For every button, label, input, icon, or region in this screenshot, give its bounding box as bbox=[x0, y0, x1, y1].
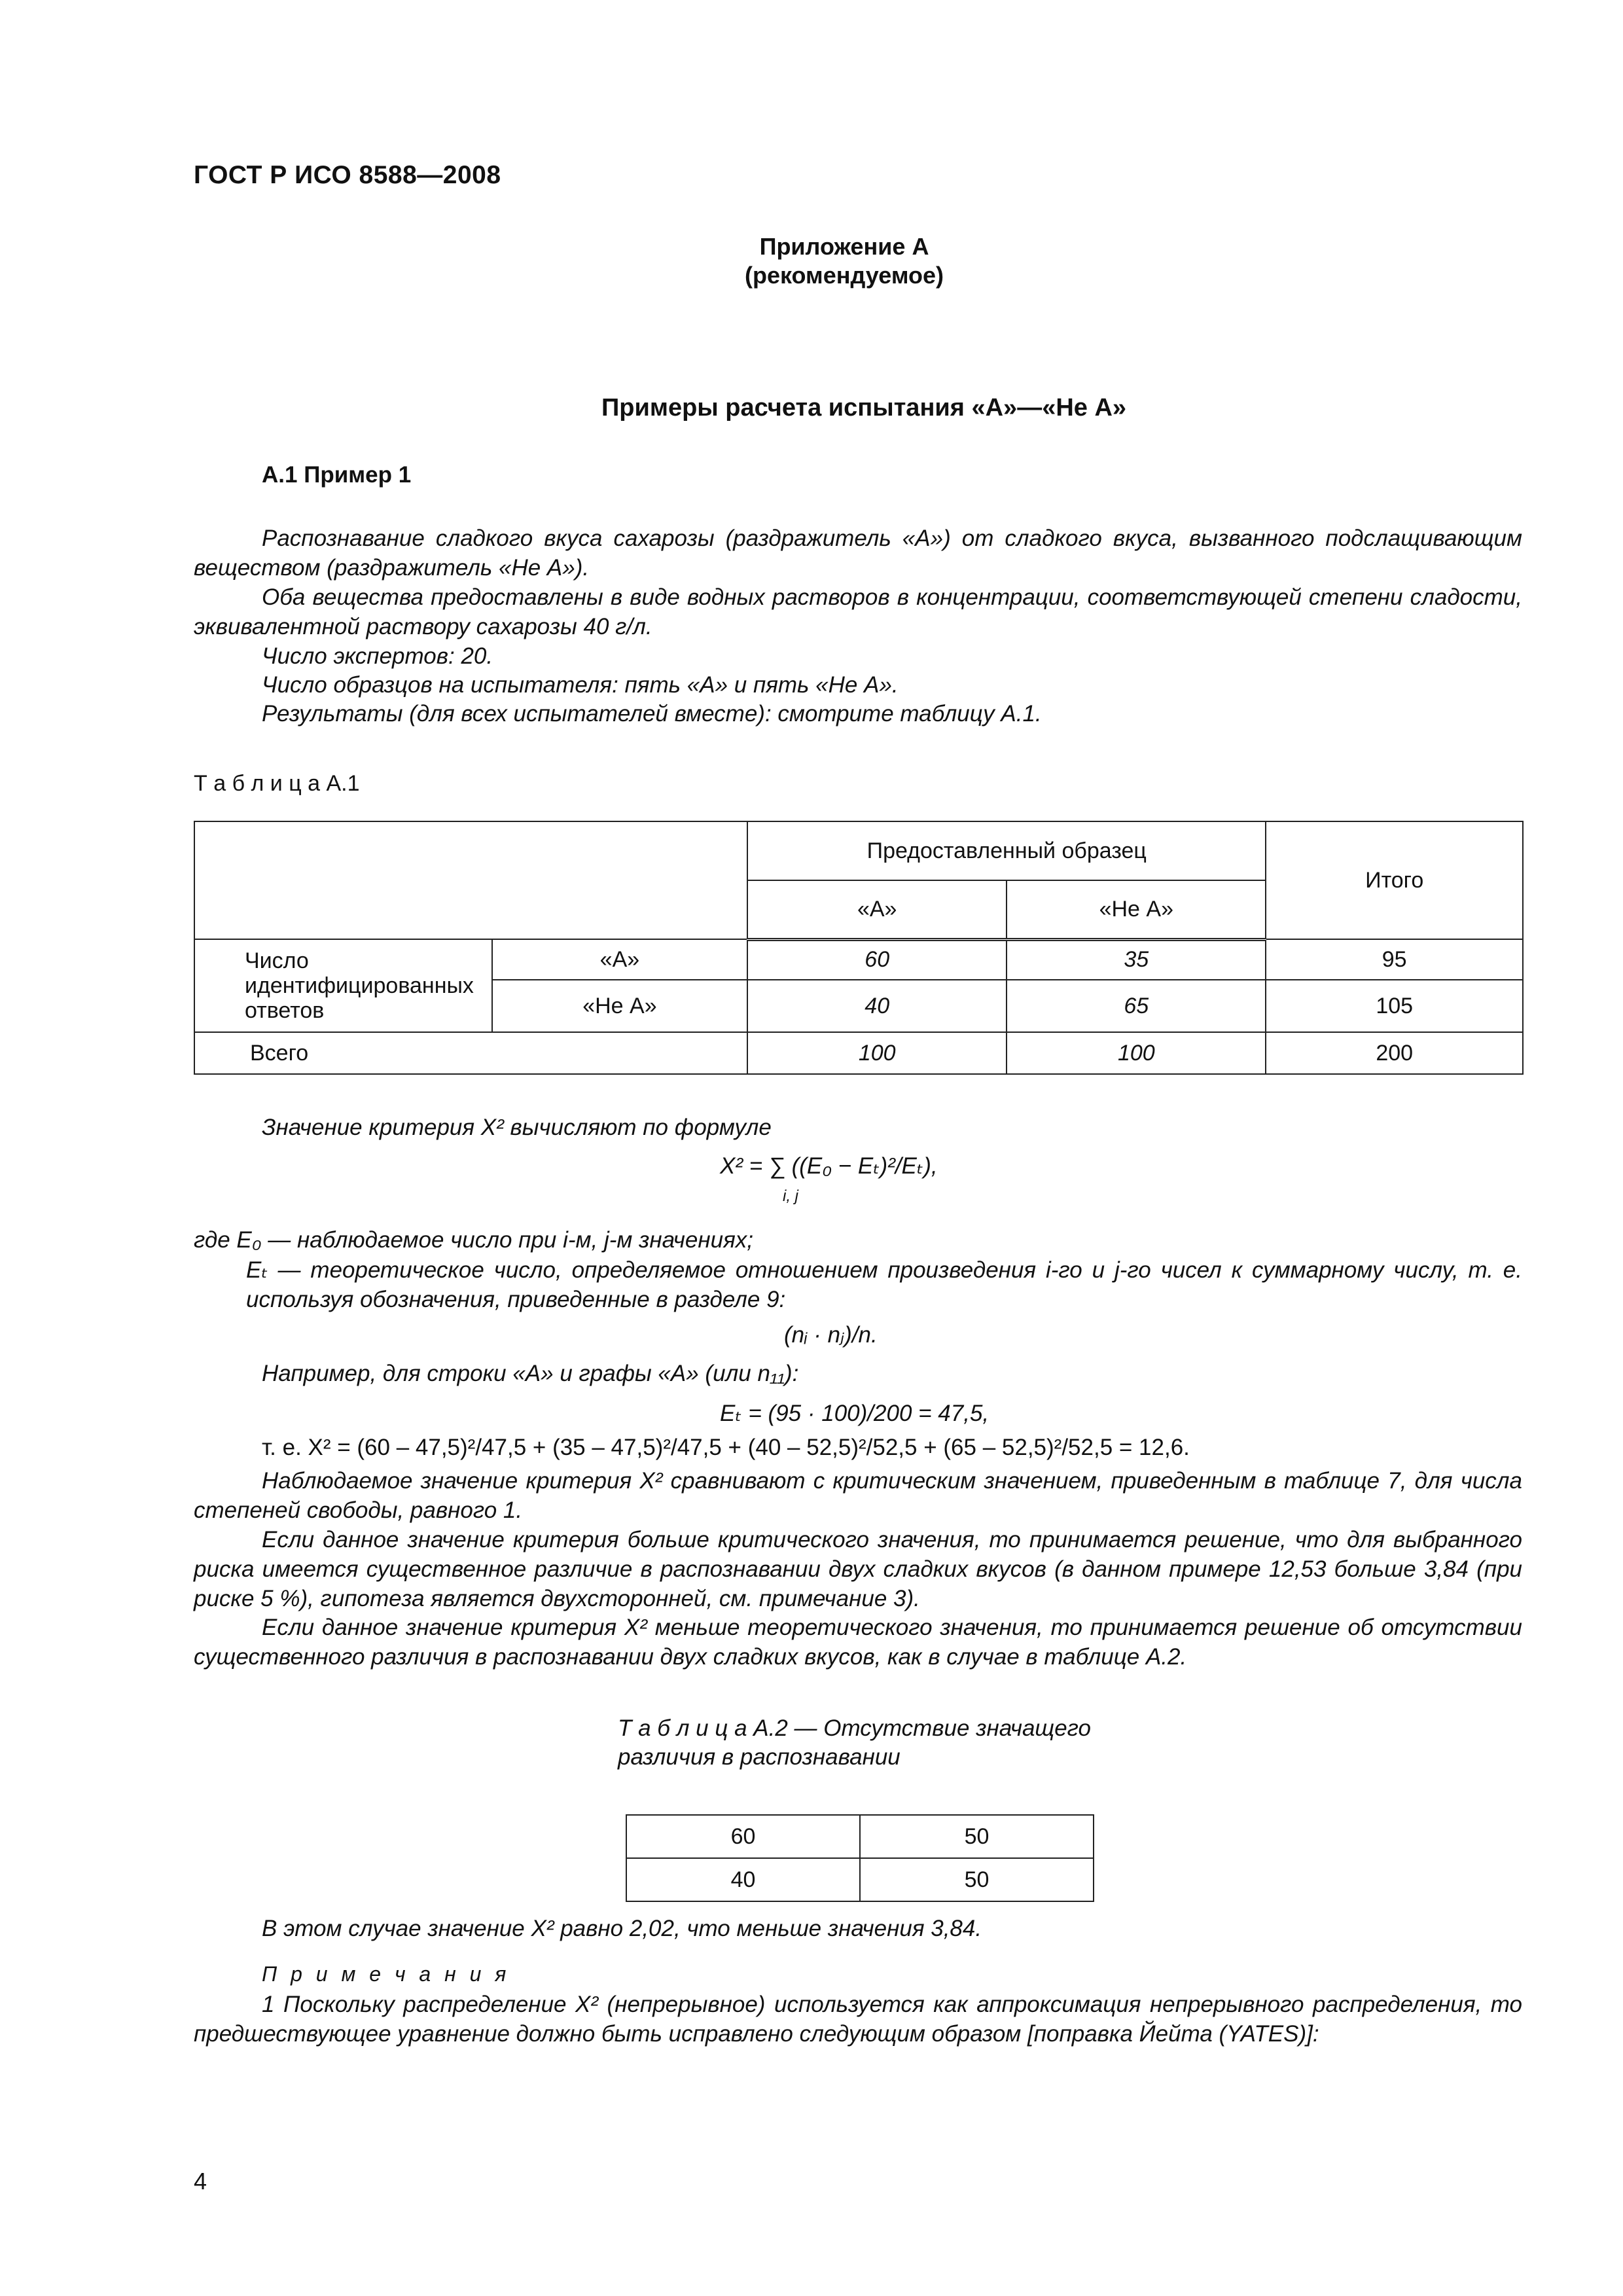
intro-paragraph-3: Число экспертов: 20. bbox=[262, 643, 493, 669]
paragraph-greater: Если данное значение критерия больше критического значения, то принимается решение, что для выбранного риска имеется существенное различие в распознавании двух сладких вкусов (в данном примере 12,53 больше 3,84 (при риске 5 %), гипотеза является двухсторонней, см. примечание 3). bbox=[194, 1527, 1522, 1611]
table2-cell: 50 bbox=[860, 1815, 1094, 1858]
table1-cell: 40 bbox=[747, 980, 1007, 1032]
intro-paragraph-4: Число образцов на испытателя: пять «А» и пять «Не А». bbox=[262, 672, 899, 698]
paragraph-compare: Наблюдаемое значение критерия X² сравнивают с критическим значением, приведенным в таблице 7, для числа степеней свободы, равного 1. bbox=[194, 1468, 1522, 1523]
formula-sum-index: i, j bbox=[783, 1187, 798, 1205]
document-code: ГОСТ Р ИСО 8588—2008 bbox=[194, 161, 501, 189]
table1-header-total: Итого bbox=[1266, 821, 1523, 939]
table2-cell: 50 bbox=[860, 1858, 1094, 1901]
table2-cell: 40 bbox=[626, 1858, 860, 1901]
table1-cell: 100 bbox=[1007, 1032, 1266, 1074]
section-title: А.1 Пример 1 bbox=[262, 462, 412, 488]
main-title: Примеры расчета испытания «А»—«Не А» bbox=[601, 394, 1127, 422]
criterion-intro: Значение критерия X² вычисляют по формуле bbox=[262, 1115, 772, 1140]
table2-caption-line2: различия в распознавании bbox=[618, 1744, 901, 1770]
formula-ni-nj: (nᵢ · nⱼ)/n. bbox=[784, 1322, 878, 1348]
table1-cell: 35 bbox=[1007, 939, 1266, 980]
table-row bbox=[194, 939, 1523, 980]
intro-paragraph-5: Результаты (для всех испытателей вместе): смотрите таблицу А.1. bbox=[262, 701, 1042, 726]
table1-cell: 200 bbox=[1266, 1032, 1523, 1074]
table1-header-a: «А» bbox=[747, 880, 1007, 939]
intro-paragraph-2: Оба вещества предоставлены в виде водных растворов в концентрации, соответствующей степени сладости, эквивалентной раствору сахарозы 40 г/л. bbox=[194, 584, 1522, 639]
table1-header-not-a: «Не А» bbox=[1007, 880, 1266, 939]
where-et: Eₜ — теоретическое число, определяемое отношением произведения i-го и j-го чисел к суммарному числу, т. е. используя обозначения, приведенные в разделе 9: bbox=[246, 1257, 1522, 1312]
page-number: 4 bbox=[194, 2168, 207, 2195]
where-e0: где E₀ — наблюдаемое число при i-м, j-м значениях; bbox=[194, 1227, 754, 1253]
notes-heading: П р и м е ч а н и я bbox=[262, 1962, 510, 1986]
table1-row-group-label: Число идентифицированных ответов bbox=[194, 939, 492, 1032]
example-line: Например, для строки «А» и графы «А» (или n₁₁): bbox=[262, 1361, 799, 1386]
table1-cell: 60 bbox=[747, 939, 1007, 980]
table1-cell: 105 bbox=[1266, 980, 1523, 1032]
result-line: т. е. X² = (60 – 47,5)²/47,5 + (35 – 47,5)²/47,5 + (40 – 52,5)²/52,5 + (65 – 52,5)²/52,5 = 12,6. bbox=[262, 1435, 1190, 1460]
formula-et: Eₜ = (95 · 100)/200 = 47,5, bbox=[720, 1401, 990, 1426]
paragraph-less: Если данное значение критерия X² меньше теоретического значения, то принимается решение об отсутствии существенного различия в распознавании двух сладких вкусов, как в случае в таблице А.2. bbox=[194, 1615, 1522, 1670]
table-a2 bbox=[626, 1814, 1094, 1902]
table2-caption-line1: Т а б л и ц а А.2 — Отсутствие значащего bbox=[618, 1715, 1092, 1741]
table1-cell: 65 bbox=[1007, 980, 1266, 1032]
table1-cell: 95 bbox=[1266, 939, 1523, 980]
appendix-title: Приложение А bbox=[759, 233, 929, 260]
table1-empty-corner bbox=[194, 821, 747, 939]
after-table2-text: В этом случае значение X² равно 2,02, что меньше значения 3,84. bbox=[262, 1916, 982, 1941]
table-row bbox=[194, 1032, 1523, 1074]
table-row bbox=[626, 1858, 1094, 1901]
table-a1 bbox=[194, 821, 1524, 1075]
table1-caption: Т а б л и ц а А.1 bbox=[194, 771, 360, 796]
table1-header-group: Предоставленный образец bbox=[747, 821, 1266, 880]
table-row bbox=[626, 1815, 1094, 1858]
table1-row-label: «А» bbox=[492, 939, 748, 980]
appendix-subtitle: (рекомендуемое) bbox=[745, 262, 944, 289]
table1-row-label: «Не А» bbox=[492, 980, 748, 1032]
table2-cell: 60 bbox=[626, 1815, 860, 1858]
intro-paragraph-1: Распознавание сладкого вкуса сахарозы (раздражитель «А») от сладкого вкуса, вызванного подслащивающим веществом (раздражитель «Не А»). bbox=[194, 526, 1522, 581]
formula-chi-square: X² = ∑ ((E₀ − Eₜ)²/Eₜ), bbox=[720, 1153, 938, 1179]
table1-total-label: Всего bbox=[194, 1032, 747, 1074]
note-1: 1 Поскольку распределение X² (непрерывное) используется как аппроксимация непрерывного распределения, то предшествующее уравнение должно быть исправлено следующим образом [поправка Йейта (YATES)]: bbox=[194, 1992, 1522, 2047]
table1-cell: 100 bbox=[747, 1032, 1007, 1074]
